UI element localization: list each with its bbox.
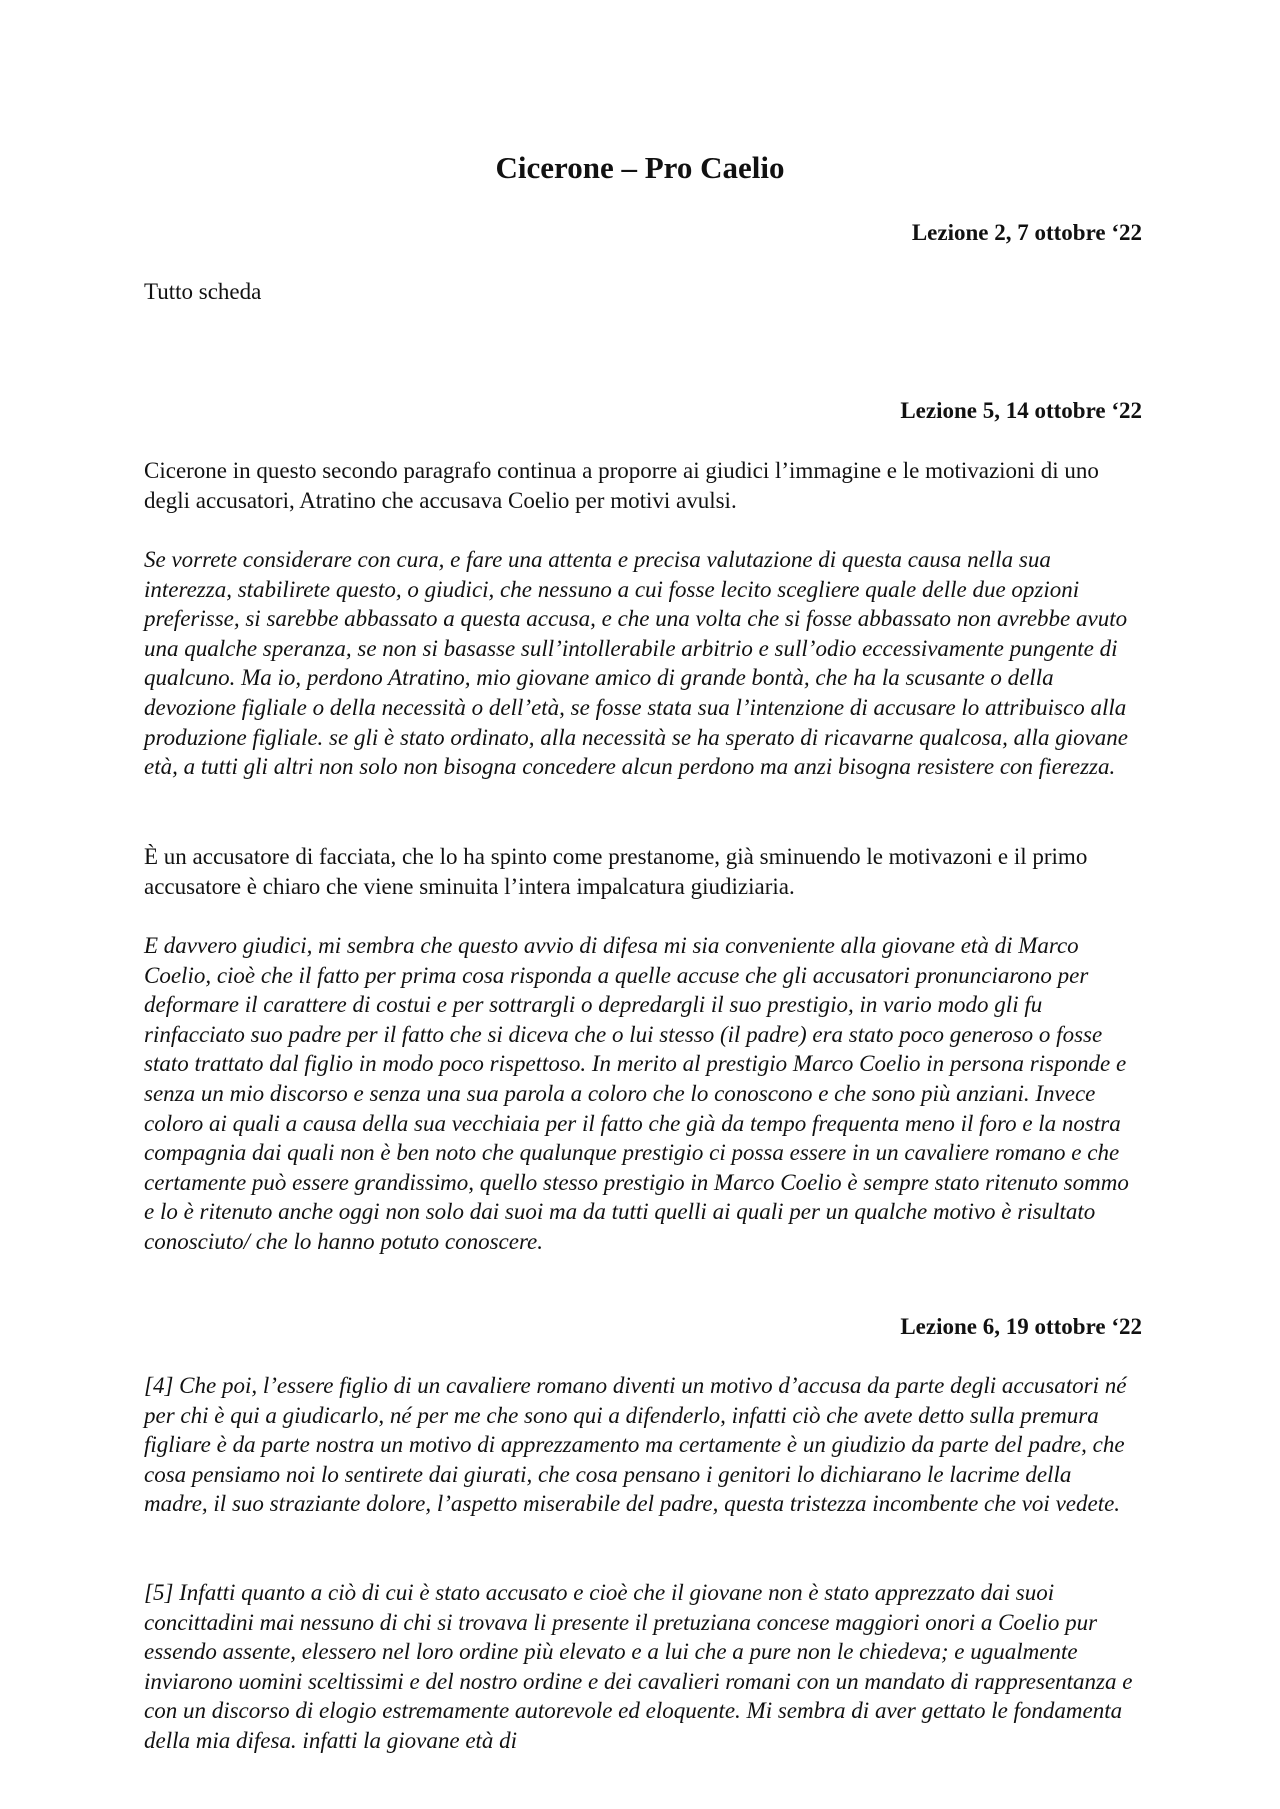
lesson-2-text: Tutto scheda	[144, 279, 262, 304]
lesson-heading-6: Lezione 6, 19 ottobre ‘22	[900, 1314, 1142, 1339]
lesson-5-intro-paragraph: Cicerone in questo secondo paragrafo continua a proporre ai giudici l’immagine e le motivazioni di uno degli accusatori, Atratino che accusava Coelio per motivi avulsi.	[144, 458, 1099, 513]
lesson-5-commentary-paragraph: È un accusatore di facciata, che lo ha spinto come prestanome, già sminuendo le motivazoni e il primo accusatore è chiaro che viene sminuita l’intera impalcatura giudiziaria.	[144, 844, 1088, 899]
lesson-heading-2: Lezione 2, 7 ottobre ‘22	[911, 220, 1142, 245]
document-title: Cicerone – Pro Caelio	[495, 150, 785, 185]
lesson-5-translation-paragraph-2: E davvero giudici, mi sembra che questo avvio di difesa mi sia conveniente alla giovane età di Marco Coelio, cioè che il fatto per prima cosa risponda a quelle accuse che gli accusatori pronunciarono per deformare il carattere di costui e per sottrargli o depredargli il suo prestigio, in vario modo gli fu rinfacciato suo padre per il fatto che si diceva che o lui stesso (il padre) era stato poco generoso o fosse stato trattato dal figlio in modo poco rispettoso. In merito al prestigio Marco Coelio in persona risponde e senza un mio discorso e senza una sua parola a coloro che lo conoscono e che sono più anziani. Invece coloro ai quali a causa della sua vecchiaia per il fatto che già da tempo frequenta meno il foro e la nostra compagnia dai quali non è ben noto che qualunque prestigio ci possa essere in un cavaliere romano e che certamente può essere grandissimo, quello stesso prestigio in Marco Coelio è sempre stato ritenuto sommo e lo è ritenuto anche oggi non solo dai suoi ma da tutti quelli ai quali per un qualche motivo è risultato conosciuto/ che lo hanno potuto conoscere.	[144, 933, 1129, 1254]
lesson-6-paragraph-5: [5] Infatti quanto a ciò di cui è stato accusato e cioè che il giovane non è stato apprezzato dai suoi concittadini mai nessuno di chi si trovava li presente il pretuziana concese maggiori onori a Coelio pur essendo assente, elessero nel loro ordine più elevato e a lui che a pure non le chiedeva; e ugualmente inviarono uomini sceltissimi e del nostro ordine e dei cavalieri romani con un mandato di rappresentanza e con un discorso di elogio estremamente autorevole ed eloquente. Mi sembra di aver gettato le fondamenta della mia difesa. infatti la giovane età di	[144, 1580, 1133, 1753]
lesson-5-translation-paragraph-1: Se vorrete considerare con cura, e fare una attenta e precisa valutazione di questa causa nella sua interezza, stabilirete questo, o giudici, che nessuno a cui fosse lecito scegliere quale delle due opzioni preferisse, si sarebbe abbassato a questa accusa, e che una volta che si fosse abbassato non avrebbe avuto una qualche speranza, se non si basasse sull’intollerabile arbitrio e sull’odio eccessivamente pungente di qualcuno. Ma io, perdono Atratino, mio giovane amico di grande bontà, che ha la scusante o della devozione figliale o della necessità o dell’età, se fosse stata sua l’intenzione di accusare lo attribuisco alla produzione figliale. se gli è stato ordinato, alla necessità se ha sperato di ricavarne qualcosa, alla giovane età, a tutti gli altri non solo non bisogna concedere alcun perdono ma anzi bisogna resistere con fierezza.	[144, 547, 1129, 780]
lesson-heading-5: Lezione 5, 14 ottobre ‘22	[900, 398, 1142, 423]
lesson-6-paragraph-4: [4] Che poi, l’essere figlio di un cavaliere romano diventi un motivo d’accusa da parte degli accusatori né per chi è qui a giudicarlo, né per me che sono qui a difenderlo, infatti ciò che avete detto sulla premura figliare è da parte nostra un motivo di apprezzamento ma certamente è un giudizio da parte del padre, che cosa pensiamo noi lo sentirete dai giurati, che cosa pensano i genitori lo dichiarano le lacrime della madre, il suo straziante dolore, l’aspetto miserabile del padre, questa tristezza incombente che voi vedete.	[144, 1373, 1127, 1517]
